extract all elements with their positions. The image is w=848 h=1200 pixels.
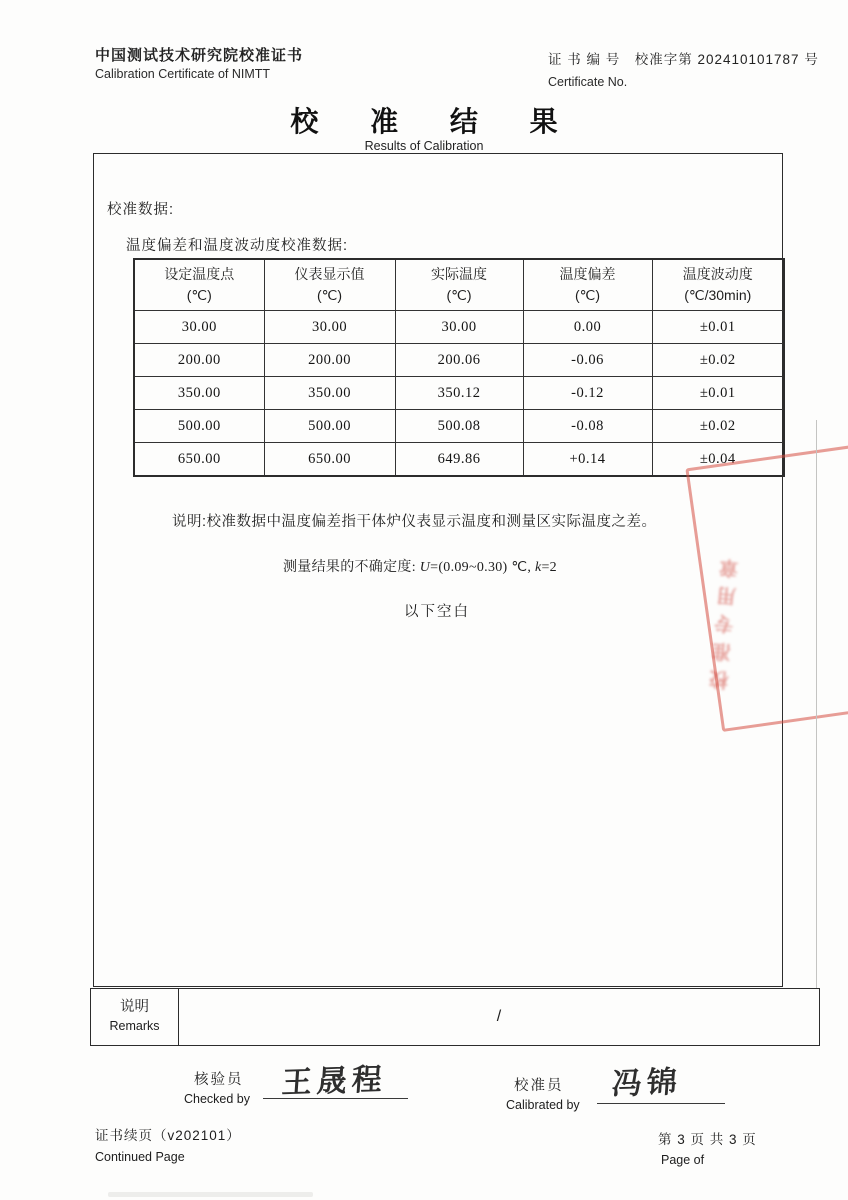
cell: -0.06 xyxy=(523,344,652,377)
col-header-line1: 设定温度点 xyxy=(164,266,235,282)
blank-below-label: 以下空白 xyxy=(404,604,470,620)
footer-page-number-cn: 第 3 页 共 3 页 xyxy=(658,1132,757,1147)
uncertainty-statement xyxy=(283,556,557,576)
cell: 650.00 xyxy=(264,443,395,477)
calibrated-by-label-cn: 校准员 xyxy=(514,1078,564,1094)
page-title-cn: 校 准 结 果 xyxy=(290,106,580,137)
certificate-number-label-en: Certificate No. xyxy=(548,75,628,89)
page-title-en: Results of Calibration xyxy=(364,139,484,153)
checked-by-label-en: Checked by xyxy=(184,1092,251,1106)
col-header-actual xyxy=(395,259,523,311)
cell: 650.00 xyxy=(134,443,264,477)
org-title-en: Calibration Certificate of NIMTT xyxy=(95,67,271,81)
checked-by-signature: 王晟程 xyxy=(280,1063,388,1100)
remarks-value: / xyxy=(496,1008,502,1025)
table-row xyxy=(134,410,784,443)
checked-by-label-cn: 核验员 xyxy=(194,1072,244,1088)
calibration-table xyxy=(133,258,785,477)
cell: ±0.04 xyxy=(652,443,784,477)
calibration-data-label: 校准数据: xyxy=(107,202,175,218)
table-row xyxy=(134,344,784,377)
uncertainty-k-symbol: k xyxy=(534,560,542,575)
cell: 649.86 xyxy=(395,443,523,477)
scan-artifact xyxy=(108,1192,313,1197)
footer-left-cn: 证书续页（v202101） xyxy=(95,1128,241,1143)
cell: 30.00 xyxy=(395,311,523,344)
col-header-line1: 仪表显示值 xyxy=(294,266,365,282)
cell: 500.08 xyxy=(395,410,523,443)
uncertainty-k-value: =2 xyxy=(541,560,557,575)
uncertainty-prefix: 测量结果的不确定度: xyxy=(283,560,420,575)
uncertainty-u-value: =(0.09~0.30) ℃, xyxy=(430,560,535,575)
red-seal-text: 校准专用章 xyxy=(709,549,743,691)
certificate-number-value: 校准字第 202410101787 号 xyxy=(634,52,819,67)
cell: 500.00 xyxy=(264,410,395,443)
table-caption: 温度偏差和温度波动度校准数据: xyxy=(126,238,349,254)
col-header-line1: 实际温度 xyxy=(431,266,487,282)
cell: 350.00 xyxy=(264,377,395,410)
table-row xyxy=(134,377,784,410)
col-header-line2: (℃/30min) xyxy=(684,287,752,303)
remarks-label-cn: 说明 xyxy=(120,999,149,1015)
cell: 200.00 xyxy=(264,344,395,377)
cell: -0.12 xyxy=(523,377,652,410)
cell: ±0.02 xyxy=(652,410,784,443)
cell: 200.06 xyxy=(395,344,523,377)
certificate-number-block xyxy=(548,48,819,69)
col-header-set-temp xyxy=(134,259,264,311)
cell: ±0.01 xyxy=(652,377,784,410)
cell: 200.00 xyxy=(134,344,264,377)
cell: 500.00 xyxy=(134,410,264,443)
col-header-indicated xyxy=(264,259,395,311)
cell: 0.00 xyxy=(523,311,652,344)
cell: 350.00 xyxy=(134,377,264,410)
certificate-number-label-cn: 证 书 编 号 xyxy=(548,52,621,67)
col-header-fluctuation xyxy=(652,259,784,311)
remarks-box xyxy=(90,988,820,1046)
cell: -0.08 xyxy=(523,410,652,443)
remarks-label-en: Remarks xyxy=(109,1019,160,1033)
col-header-line2: (℃) xyxy=(574,287,601,303)
table-row xyxy=(134,311,784,344)
scan-edge-line xyxy=(816,420,817,988)
cell: 30.00 xyxy=(134,311,264,344)
calibrated-by-label-en: Calibrated by xyxy=(506,1098,580,1112)
calibrated-by-signature: 冯锦 xyxy=(610,1065,683,1102)
cell: ±0.02 xyxy=(652,344,784,377)
col-header-line2: (℃) xyxy=(316,287,343,303)
cell: +0.14 xyxy=(523,443,652,477)
footer-left-en: Continued Page xyxy=(95,1150,185,1164)
col-header-line2: (℃) xyxy=(446,287,472,303)
org-title-cn: 中国测试技术研究院校准证书 xyxy=(95,47,304,64)
cell: 30.00 xyxy=(264,311,395,344)
col-header-line1: 温度偏差 xyxy=(559,266,616,282)
cell: ±0.01 xyxy=(652,311,784,344)
cell: 350.12 xyxy=(395,377,523,410)
table-header-row xyxy=(134,259,784,311)
checked-signature-line xyxy=(263,1098,408,1099)
uncertainty-u-symbol: U xyxy=(419,560,431,575)
col-header-line1: 温度波动度 xyxy=(682,266,753,282)
footer-page-number-en: Page of xyxy=(661,1153,705,1167)
remarks-label xyxy=(91,989,179,1045)
col-header-line2: (℃) xyxy=(186,287,212,303)
col-header-deviation xyxy=(523,259,652,311)
deviation-note: 说明:校准数据中温度偏差指干体炉仪表显示温度和测量区实际温度之差。 xyxy=(172,514,657,530)
calibrated-signature-line xyxy=(597,1103,725,1104)
